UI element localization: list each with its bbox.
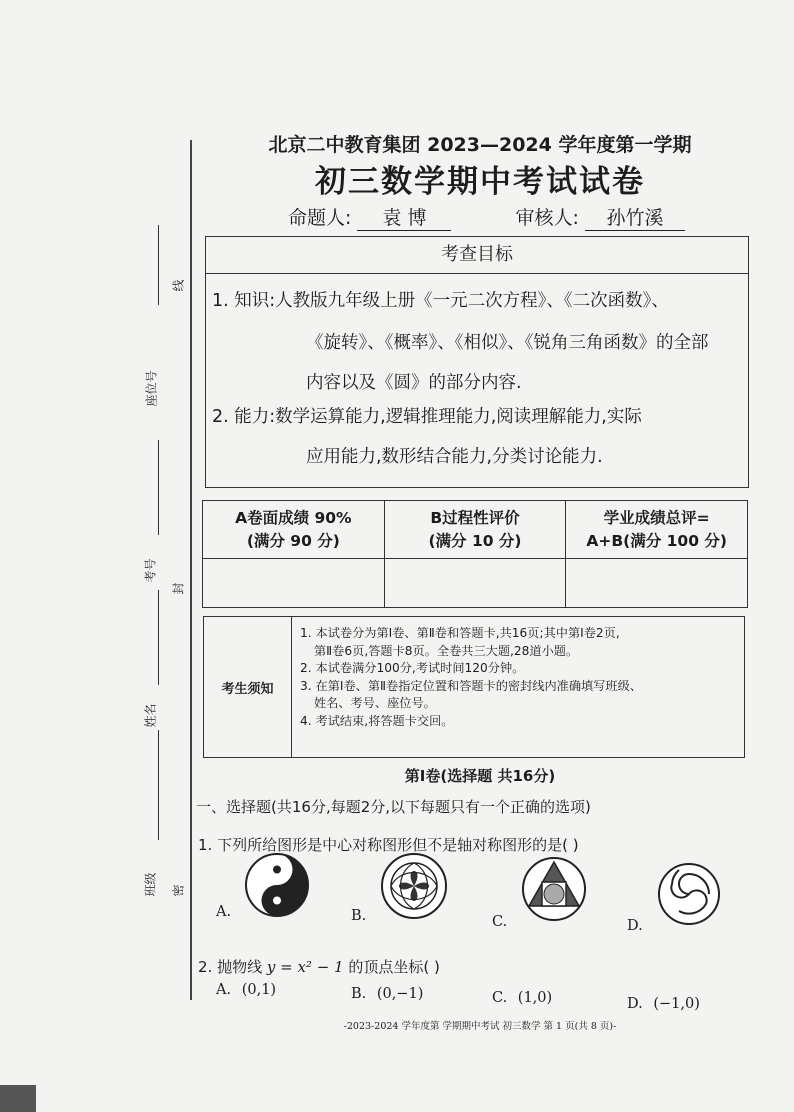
q1-option-b[interactable]: B. — [351, 908, 367, 924]
exam-no-field-line — [158, 440, 159, 535]
q1-option-c[interactable]: C. — [492, 914, 508, 930]
notice-box — [203, 616, 745, 758]
notice-item: 4. 考试结束,将答题卡交回。 — [300, 713, 454, 728]
q1-option-a[interactable]: A. — [216, 904, 232, 920]
q2-option-a-label: A. — [216, 982, 232, 998]
score-col-b: B过程性评价 (满分 10 分) — [384, 501, 566, 559]
scan-corner-shadow — [0, 1085, 36, 1112]
notice-heading: 考生须知 — [204, 617, 292, 757]
q2-option-c-label: C. — [492, 990, 508, 1006]
seat-field-line — [158, 225, 159, 305]
notice-item: 3. 在第Ⅰ卷、第Ⅱ卷指定位置和答题卡的密封线内准确填写班级、 — [300, 678, 642, 693]
notice-item: 2. 本试卷满分100分,考试时间120分钟。 — [300, 661, 525, 675]
q1-figure-c-circle-square-icon — [521, 856, 587, 922]
seal-seal-label: 封 — [171, 582, 186, 595]
objectives-heading: 考查目标 — [206, 237, 748, 274]
class-label: 班级 — [143, 872, 158, 897]
score-table-empty-row — [203, 559, 748, 608]
page-title: 初三数学期中考试试卷 — [315, 164, 645, 200]
q2-option-c[interactable] — [492, 990, 552, 1006]
q1-option-d[interactable]: D. — [627, 918, 643, 934]
objective-line-1: 1. 知识:人教版九年级上册《一元二次方程》、《二次函数》、 — [212, 291, 669, 311]
score-cell-c[interactable] — [566, 559, 748, 608]
q2-formula: y = x² − 1 — [266, 958, 344, 976]
q2-stem-prefix: 2. 抛物线 — [198, 958, 263, 976]
page-footer: -2023-2024 学年度第 学期期中考试 初三数学 第 1 页(共 8 页)- — [343, 1021, 617, 1032]
q2-option-c-value: (1,0) — [517, 990, 553, 1006]
objectives-box — [205, 236, 749, 488]
q2-stem-suffix: 的顶点坐标( ) — [348, 958, 440, 976]
notice-item: 姓名、考号、座位号。 — [314, 696, 436, 710]
notice-item: 第Ⅱ卷6页,答题卡8页。全卷共三大题,28道小题。 — [314, 643, 579, 658]
q1-figure-d-triskelion-icon — [657, 862, 721, 926]
reviewer-label: 审核人: — [515, 207, 579, 229]
q1-figure-a-yinyang-icon — [244, 852, 310, 918]
name-label: 姓名 — [143, 703, 158, 728]
authors-line — [288, 203, 685, 231]
binding-strip — [0, 0, 195, 1112]
notice-list — [300, 625, 740, 730]
header-organization: 北京二中教育集团 2023—2024 学年度第一学期 — [268, 134, 692, 156]
q1-stem: 1. 下列所给图形是中心对称图形但不是轴对称图形的是( ) — [198, 836, 579, 854]
author-name: 袁 博 — [357, 203, 451, 231]
seal-line-label: 线 — [171, 279, 186, 292]
seal-vertical-line — [190, 140, 192, 1000]
q2-option-b-value: (0,−1) — [376, 986, 424, 1002]
seat-label: 座位号 — [144, 370, 159, 407]
q2-option-b[interactable] — [351, 986, 423, 1002]
q2-option-a[interactable] — [216, 982, 276, 998]
score-col-c: 学业成绩总评= A+B(满分 100 分) — [566, 501, 748, 559]
objective-line-4: 2. 能力:数学运算能力,逻辑推理能力,阅读理解能力,实际 — [212, 407, 642, 427]
reviewer-name: 孙竹溪 — [585, 203, 685, 231]
seal-secret-label: 密 — [171, 884, 186, 897]
objective-line-5: 应用能力,数形结合能力,分类讨论能力. — [306, 447, 603, 467]
q2-option-d-value: (−1,0) — [653, 996, 700, 1012]
q2-option-d-label: D. — [627, 996, 643, 1012]
q2-option-b-label: B. — [351, 986, 367, 1002]
score-cell-a[interactable] — [203, 559, 385, 608]
score-cell-b[interactable] — [384, 559, 566, 608]
objective-line-3: 内容以及《圆》的部分内容. — [306, 373, 522, 393]
section-heading: 一、选择题(共16分,每题2分,以下每题只有一个正确的选项) — [196, 798, 591, 816]
score-table-header-row — [203, 501, 748, 559]
author-label: 命题人: — [288, 207, 352, 229]
name-field-line — [158, 590, 159, 685]
q2-option-a-value: (0,1) — [241, 982, 277, 998]
q2-option-d[interactable] — [627, 996, 700, 1012]
score-col-a: A卷面成绩 90% (满分 90 分) — [203, 501, 385, 559]
part1-heading: 第Ⅰ卷(选择题 共16分) — [404, 767, 556, 785]
score-table — [202, 500, 748, 608]
class-field-line — [158, 730, 159, 840]
exam-no-label: 考号 — [143, 558, 158, 583]
objective-line-2: 《旋转》、《概率》、《相似》、《锐角三角函数》的全部 — [306, 333, 709, 353]
q1-figure-b-flower-icon — [380, 852, 448, 920]
notice-item: 1. 本试卷分为第Ⅰ卷、第Ⅱ卷和答题卡,共16页;其中第Ⅰ卷2页, — [300, 626, 620, 640]
q2-stem — [198, 956, 440, 977]
